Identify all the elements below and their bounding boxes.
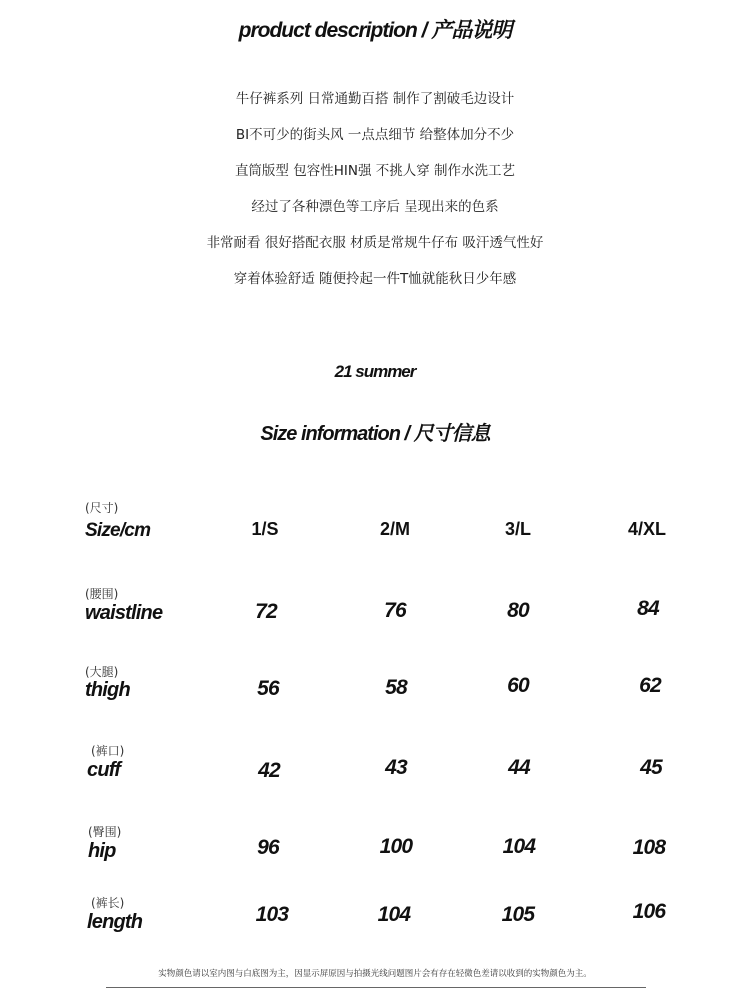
description-line: 非常耐看 很好搭配衣服 材质是常规牛仔布 吸汗透气性好 [206, 235, 544, 251]
table-cell: 60 [507, 674, 529, 697]
table-cell: 100 [379, 835, 413, 858]
table-cell: 76 [384, 599, 406, 622]
table-cell: 80 [507, 599, 529, 622]
table-cell: 45 [640, 756, 662, 779]
table-cell: 58 [385, 676, 407, 699]
size-head-l: 3/L [504, 519, 531, 539]
season-subtitle: 21 summer [334, 362, 416, 381]
table-cell: 108 [632, 836, 666, 859]
row-label-cn: (裤口) [91, 744, 125, 758]
table-cell: 103 [255, 903, 289, 926]
row-label-cn: (裤长) [91, 896, 125, 910]
table-cell: 56 [257, 677, 279, 700]
header-label-cn: (尺寸) [85, 501, 119, 515]
table-cell: 104 [502, 835, 536, 858]
row-label-cn: (臀围) [88, 825, 122, 839]
row-label-en: length [87, 911, 143, 933]
description-line: BI不可少的街头风 一点点细节 给整体加分不少 [235, 127, 515, 143]
description-line: 直筒版型 包容性HIN强 不挑人穿 制作水洗工艺 [234, 163, 516, 179]
table-cell: 106 [632, 900, 666, 923]
table-cell: 42 [258, 759, 280, 782]
size-head-m: 2/M [379, 519, 410, 539]
table-cell: 72 [255, 600, 277, 623]
row-label-cn: (大腿) [85, 665, 119, 679]
row-label-cn: (腰围) [85, 587, 119, 601]
size-head-xl: 4/XL [627, 519, 666, 539]
description-line: 穿着体验舒适 随便拎起一件T恤就能秋日少年感 [233, 271, 517, 287]
description-line: 牛仔裤系列 日常通勤百搭 制作了割破毛边设计 [235, 91, 515, 107]
table-cell: 105 [501, 903, 535, 926]
row-label-en: hip [88, 840, 116, 862]
table-cell: 62 [639, 674, 661, 697]
header-label-en: Size/cm [85, 520, 151, 541]
table-cell: 44 [508, 756, 530, 779]
color-disclaimer: 实物颜色请以室内图与白底图为主，因显示屏原因与拍摄光线问题图片会有存在轻微色差请以收到的实物颜色为主。 [158, 969, 592, 979]
table-cell: 84 [637, 597, 659, 620]
table-cell: 43 [385, 756, 407, 779]
description-line: 经过了各种漂色等工序后 呈现出来的色系 [251, 199, 499, 215]
size-head-s: 1/S [251, 519, 279, 539]
row-label-en: thigh [85, 679, 130, 701]
size-info-title: Size information / 尺寸信息 [260, 423, 490, 445]
row-label-en: cuff [87, 759, 121, 781]
table-cell: 104 [377, 903, 411, 926]
row-label-en: waistline [85, 602, 163, 624]
footer-divider [106, 987, 646, 988]
table-cell: 96 [257, 836, 279, 859]
page-title: product description / 产品说明 [238, 19, 512, 42]
